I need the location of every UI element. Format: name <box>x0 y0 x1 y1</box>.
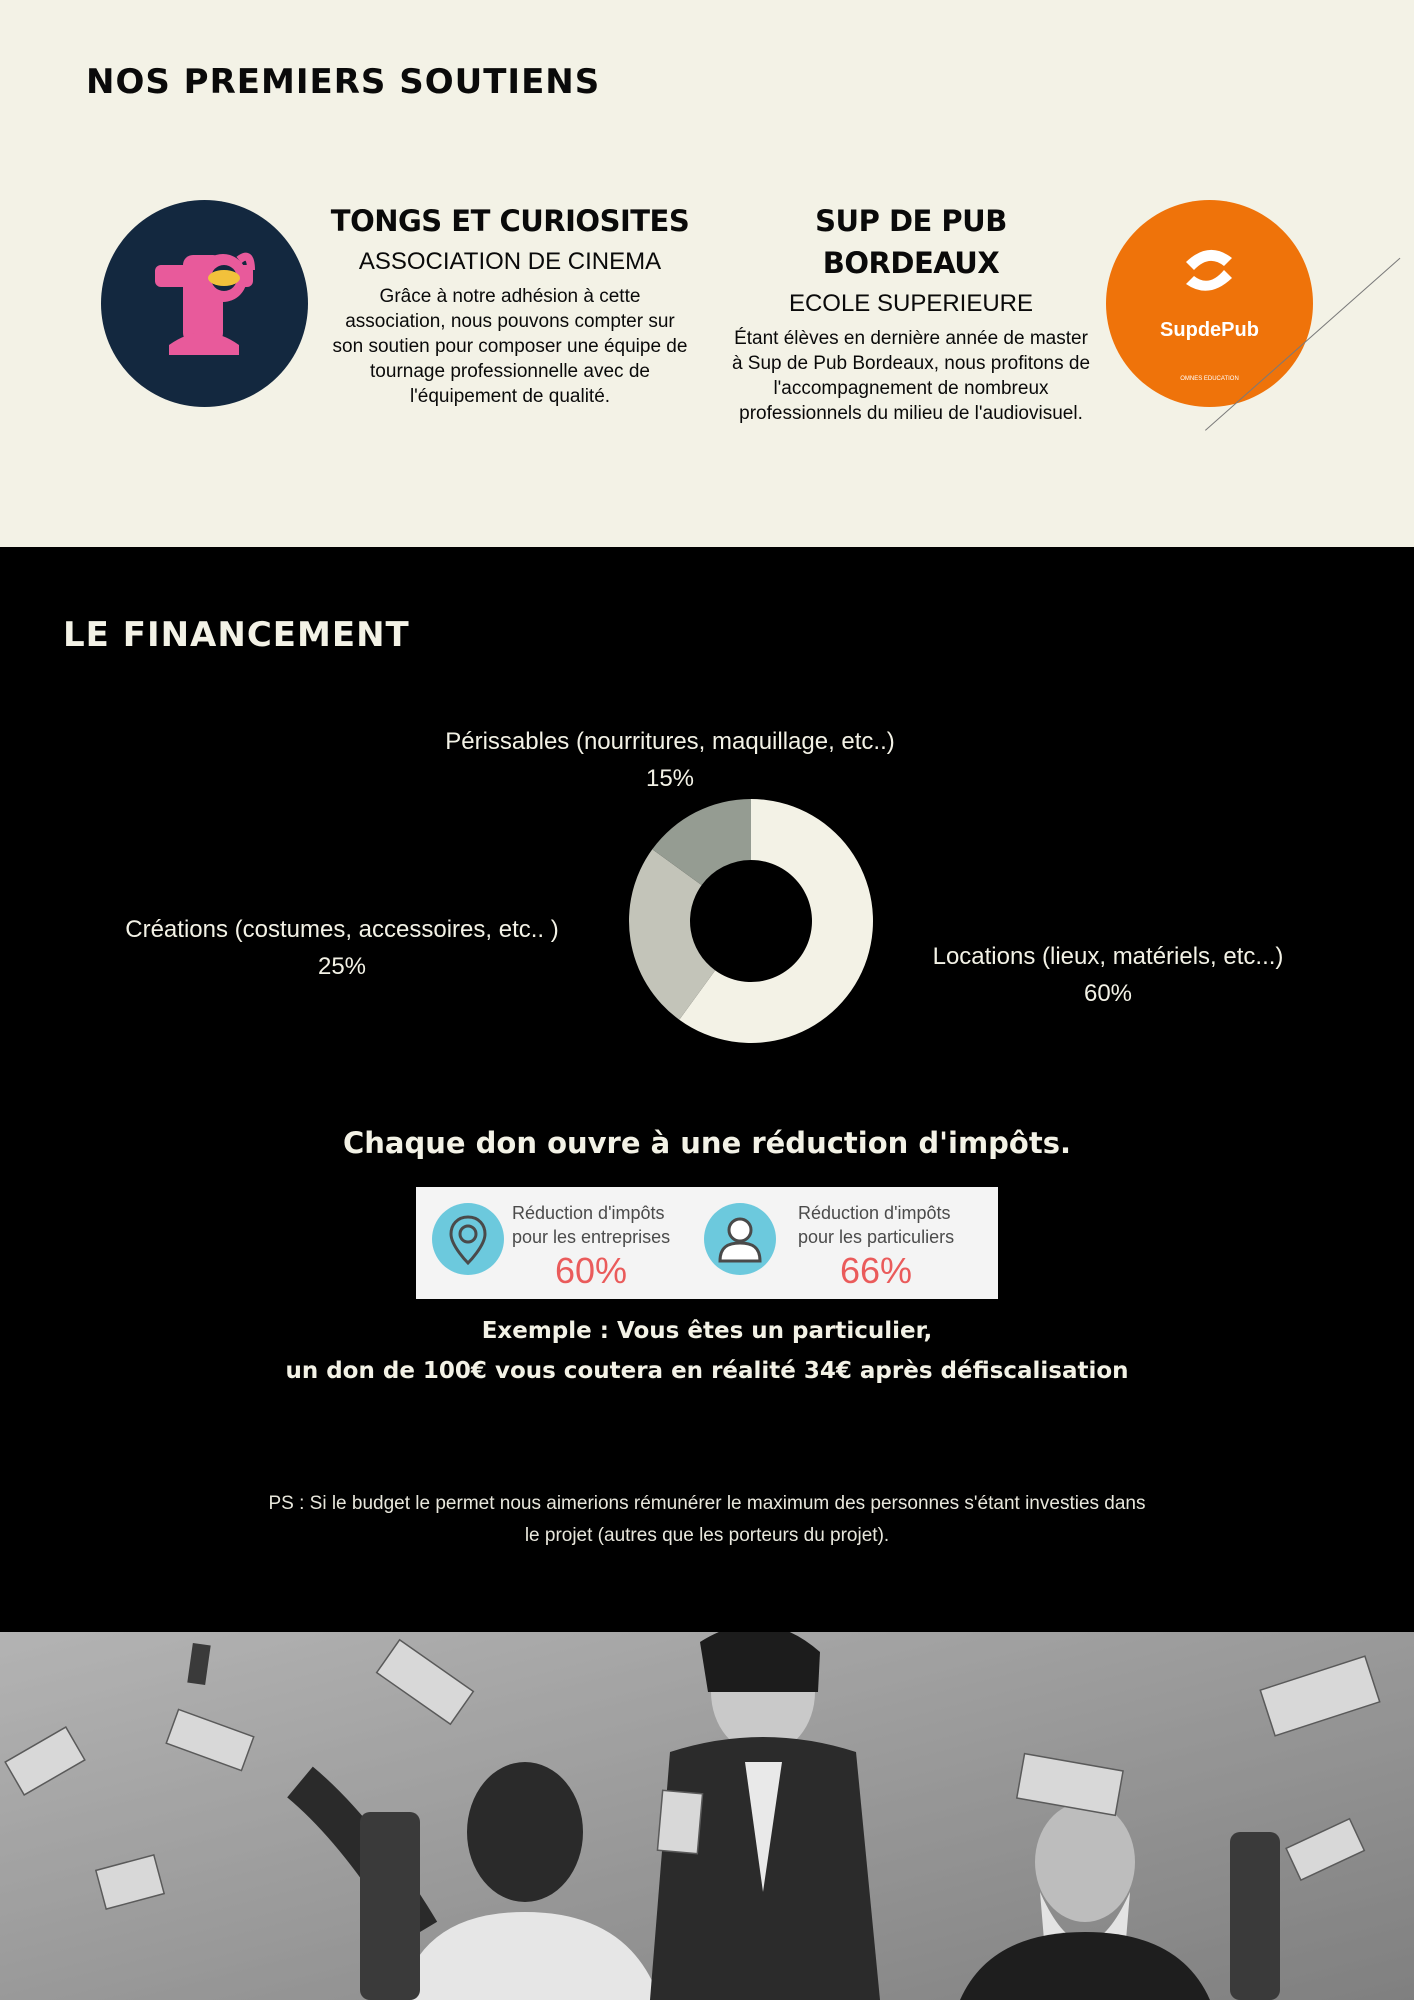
sup-de-pub-wordmark: SupdePub <box>1160 319 1259 341</box>
tax-reduction-banner <box>416 1187 998 1299</box>
tongs-et-curiosites-logo <box>101 200 308 407</box>
ps-note: PS : Si le budget le permet nous aimerions rémunérer le maximum des personnes s'étant investies dans le projet (autres que les porteurs du projet). <box>268 1493 1146 1546</box>
location-pin-icon <box>432 1203 504 1275</box>
partner-tongs <box>330 200 690 409</box>
partner-description: Étant élèves en dernière année de master à Sup de Pub Bordeaux, nous profitons de l'accompagnement de nombreux professionnels du milieu de l'audiovisuel. <box>731 328 1091 424</box>
tax-item-particuliers <box>704 1187 984 1299</box>
tax-line1: Réduction d'impôts <box>512 1203 665 1223</box>
example-line-2: un don de 100€ vous coutera en réalité 34€ après défiscalisation <box>285 1358 1129 1384</box>
user-icon <box>704 1203 776 1275</box>
chart-label-locations-value: 60% <box>1083 980 1133 1007</box>
chart-label-perissables-name: Périssables (nourritures, maquillage, etc..) <box>445 728 895 755</box>
chart-label-perissables <box>405 723 935 797</box>
tongs-logo-icon <box>101 200 308 407</box>
chart-label-creations-name: Créations (costumes, accessoires, etc.. ) <box>125 916 559 943</box>
partner-description: Grâce à notre adhésion à cette association, nous pouvons compter sur son soutien pour composer une équipe de tournage professionnelle avec de l'équipement de qualité. <box>332 286 688 407</box>
tax-percent: 60% <box>555 1250 628 1291</box>
partner-sup-de-pub <box>731 200 1091 426</box>
tax-item-entreprises <box>416 1187 696 1299</box>
omnes-education-mark: OMNES EDUCATION <box>1180 376 1239 382</box>
partner-name: SUP DE PUB BORDEAUX <box>815 204 1007 280</box>
financement-section <box>0 547 1414 1632</box>
chart-label-creations <box>92 911 592 985</box>
sup-de-pub-logo <box>1106 200 1313 407</box>
partner-type: ASSOCIATION DE CINEMA <box>358 248 662 275</box>
supporters-section <box>0 0 1414 547</box>
financement-heading: LE FINANCEMENT <box>63 615 410 655</box>
chart-label-locations <box>898 938 1318 1012</box>
money-throwing-photo <box>0 1632 1414 2000</box>
chart-label-creations-value: 25% <box>317 953 367 980</box>
tax-line2: pour les entreprises <box>512 1227 671 1247</box>
chart-label-perissables-value: 15% <box>645 765 695 792</box>
example-line-1: Exemple : Vous êtes un particulier, <box>481 1318 933 1344</box>
partner-type: ECOLE SUPERIEURE <box>788 290 1034 317</box>
tax-percent: 66% <box>840 1250 913 1291</box>
tax-line1: Réduction d'impôts <box>798 1203 951 1223</box>
partner-name: TONGS ET CURIOSITES <box>330 204 690 238</box>
chart-label-locations-name: Locations (lieux, matériels, etc...) <box>932 943 1284 970</box>
tax-line2: pour les particuliers <box>798 1227 955 1247</box>
tax-reduction-heading: Chaque don ouvre à une réduction d'impôts. <box>342 1126 1071 1160</box>
sup-de-pub-mark-icon <box>1106 200 1313 407</box>
supporters-heading: NOS PREMIERS SOUTIENS <box>86 62 601 102</box>
funding-donut-chart <box>628 798 874 1044</box>
